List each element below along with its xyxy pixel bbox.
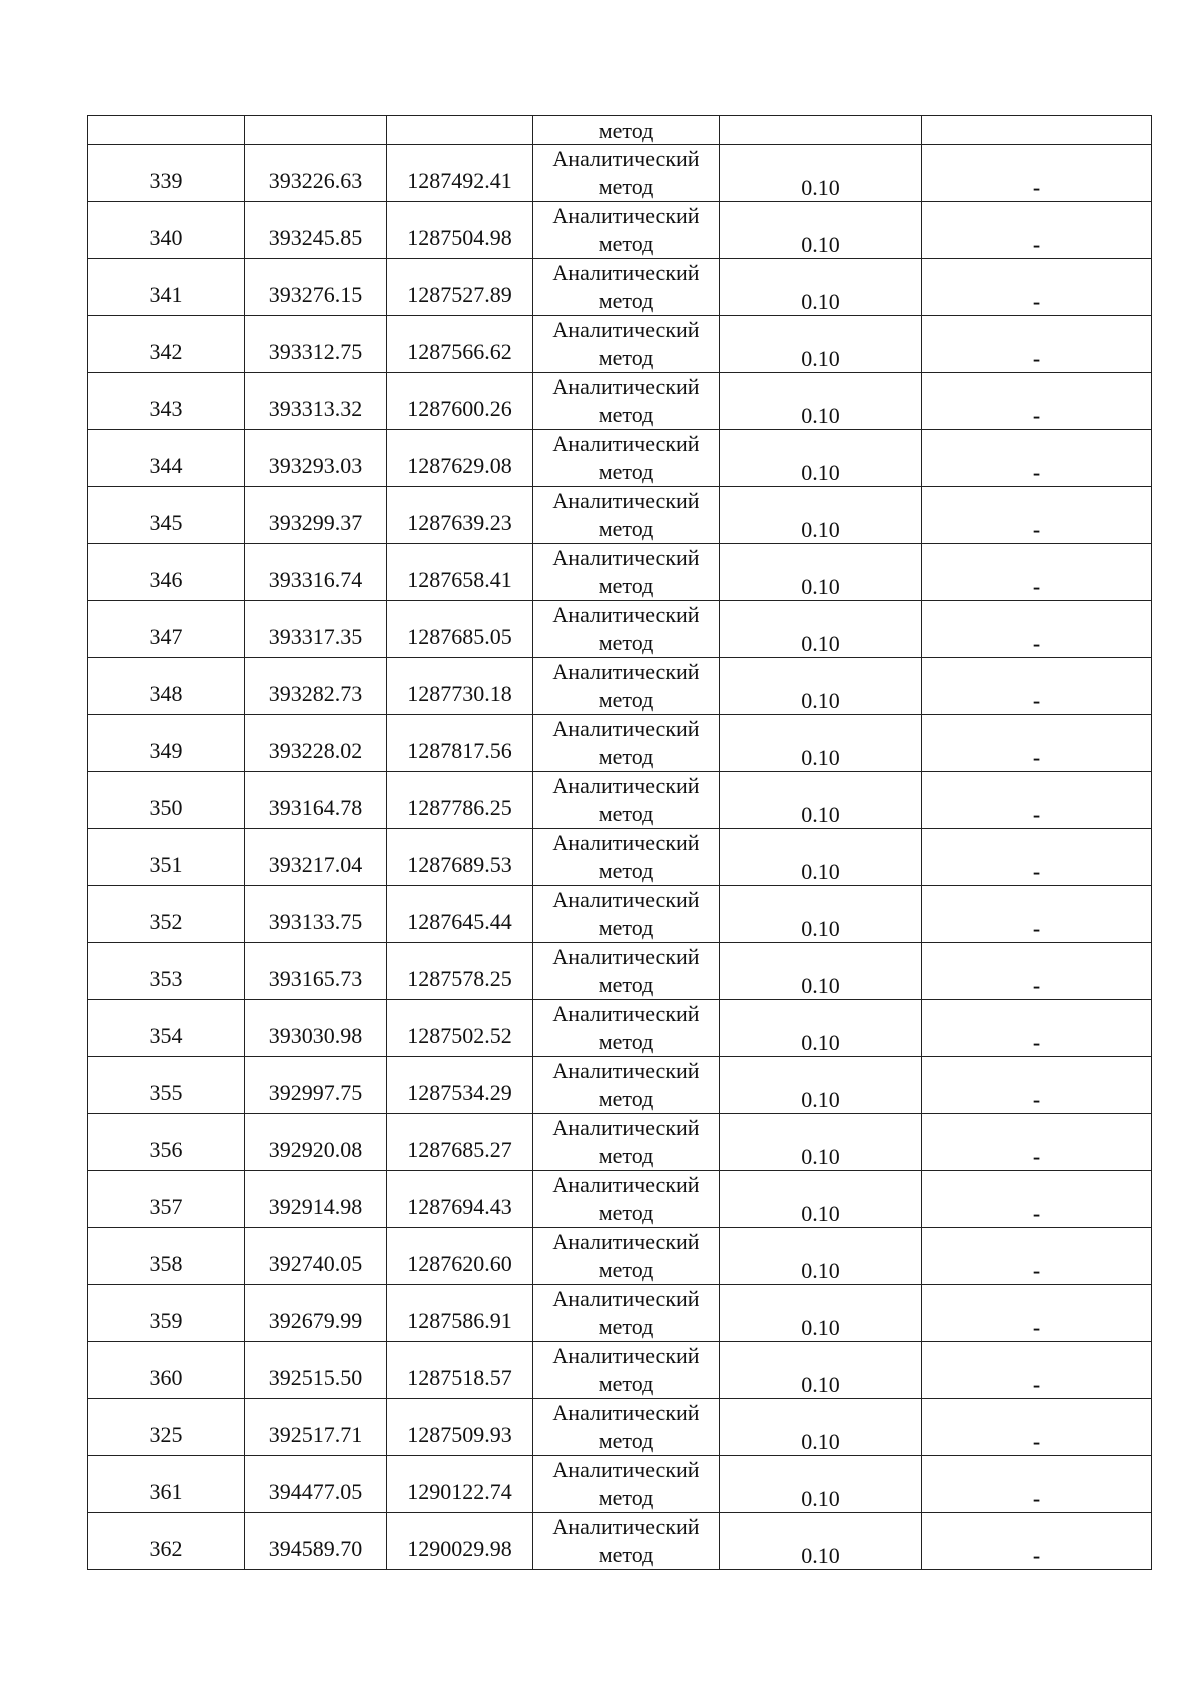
point-number-cell: 354 <box>88 1000 245 1057</box>
accuracy-cell: 0.10 <box>720 1228 922 1285</box>
y-coordinate-cell: 1287730.18 <box>387 658 533 715</box>
y-coordinate-cell: 1287817.56 <box>387 715 533 772</box>
x-coordinate-cell: 393030.98 <box>245 1000 387 1057</box>
x-coordinate-cell: 392914.98 <box>245 1171 387 1228</box>
note-cell: - <box>922 544 1152 601</box>
accuracy-cell: 0.10 <box>720 316 922 373</box>
point-number-cell: 341 <box>88 259 245 316</box>
continuation-y-cell <box>387 116 533 145</box>
x-coordinate-cell: 393165.73 <box>245 943 387 1000</box>
table-row <box>88 886 1152 943</box>
accuracy-cell: 0.10 <box>720 1171 922 1228</box>
method-cell <box>533 145 720 202</box>
method-line-2: метод <box>598 801 654 826</box>
point-number-cell: 342 <box>88 316 245 373</box>
point-number-cell: 344 <box>88 430 245 487</box>
point-number-cell: 345 <box>88 487 245 544</box>
accuracy-cell: 0.10 <box>720 1513 922 1570</box>
point-number-cell: 360 <box>88 1342 245 1399</box>
accuracy-cell: 0.10 <box>720 886 922 943</box>
method-line-1: Аналитический <box>552 1286 700 1311</box>
point-number-cell: 351 <box>88 829 245 886</box>
point-number-cell: 359 <box>88 1285 245 1342</box>
accuracy-cell: 0.10 <box>720 715 922 772</box>
y-coordinate-cell: 1287509.93 <box>387 1399 533 1456</box>
note-cell: - <box>922 1456 1152 1513</box>
note-cell: - <box>922 1114 1152 1171</box>
accuracy-cell: 0.10 <box>720 259 922 316</box>
accuracy-cell: 0.10 <box>720 1000 922 1057</box>
point-number-cell: 346 <box>88 544 245 601</box>
table-row <box>88 1228 1152 1285</box>
method-cell <box>533 658 720 715</box>
method-line-2: метод <box>598 744 654 769</box>
note-cell: - <box>922 715 1152 772</box>
method-cell <box>533 544 720 601</box>
x-coordinate-cell: 393312.75 <box>245 316 387 373</box>
accuracy-cell: 0.10 <box>720 1456 922 1513</box>
method-line-2: метод <box>598 1428 654 1453</box>
y-coordinate-cell: 1287645.44 <box>387 886 533 943</box>
x-coordinate-cell: 392515.50 <box>245 1342 387 1399</box>
point-number-cell: 353 <box>88 943 245 1000</box>
method-line-2: метод <box>598 1029 654 1054</box>
x-coordinate-cell: 393133.75 <box>245 886 387 943</box>
y-coordinate-cell: 1287586.91 <box>387 1285 533 1342</box>
method-line-1: Аналитический <box>552 1058 700 1083</box>
table-row <box>88 373 1152 430</box>
table-row <box>88 145 1152 202</box>
point-number-cell: 350 <box>88 772 245 829</box>
table-row <box>88 1057 1152 1114</box>
method-line-2: метод <box>598 1371 654 1396</box>
table-row <box>88 487 1152 544</box>
table-row <box>88 1171 1152 1228</box>
accuracy-cell: 0.10 <box>720 943 922 1000</box>
x-coordinate-cell: 394589.70 <box>245 1513 387 1570</box>
note-cell: - <box>922 1342 1152 1399</box>
method-cell <box>533 1171 720 1228</box>
y-coordinate-cell: 1290122.74 <box>387 1456 533 1513</box>
continuation-x-cell <box>245 116 387 145</box>
method-line-2: метод <box>598 915 654 940</box>
coordinates-table <box>87 115 1152 1570</box>
method-line-1: Аналитический <box>552 317 700 342</box>
method-cell <box>533 829 720 886</box>
note-cell: - <box>922 943 1152 1000</box>
x-coordinate-cell: 393226.63 <box>245 145 387 202</box>
accuracy-cell: 0.10 <box>720 772 922 829</box>
method-line-1: Аналитический <box>552 1457 700 1482</box>
y-coordinate-cell: 1287639.23 <box>387 487 533 544</box>
method-line-1: Аналитический <box>552 716 700 741</box>
table-row <box>88 658 1152 715</box>
table-row <box>88 943 1152 1000</box>
method-line-2: метод <box>598 345 654 370</box>
method-line-1: Аналитический <box>552 1400 700 1425</box>
table-row <box>88 1000 1152 1057</box>
method-cell <box>533 1114 720 1171</box>
method-line-1: Аналитический <box>552 602 700 627</box>
continuation-note-cell <box>922 116 1152 145</box>
method-line-2: метод <box>598 459 654 484</box>
point-number-cell: 349 <box>88 715 245 772</box>
method-line-2: метод <box>598 573 654 598</box>
y-coordinate-cell: 1287689.53 <box>387 829 533 886</box>
note-cell: - <box>922 487 1152 544</box>
method-line-1: Аналитический <box>552 431 700 456</box>
x-coordinate-cell: 392997.75 <box>245 1057 387 1114</box>
table-row <box>88 1513 1152 1570</box>
table-row <box>88 1285 1152 1342</box>
note-cell: - <box>922 1228 1152 1285</box>
note-cell: - <box>922 601 1152 658</box>
note-cell: - <box>922 1285 1152 1342</box>
table-row <box>88 202 1152 259</box>
method-line-2: метод <box>598 858 654 883</box>
table-row <box>88 601 1152 658</box>
accuracy-cell: 0.10 <box>720 658 922 715</box>
note-cell: - <box>922 1000 1152 1057</box>
x-coordinate-cell: 392740.05 <box>245 1228 387 1285</box>
method-line-2: метод <box>598 288 654 313</box>
y-coordinate-cell: 1287600.26 <box>387 373 533 430</box>
note-cell: - <box>922 658 1152 715</box>
method-line-1: Аналитический <box>552 944 700 969</box>
method-cell <box>533 430 720 487</box>
point-number-cell: 358 <box>88 1228 245 1285</box>
method-cell <box>533 1342 720 1399</box>
method-cell <box>533 1000 720 1057</box>
accuracy-cell: 0.10 <box>720 601 922 658</box>
table-row <box>88 1456 1152 1513</box>
y-coordinate-cell: 1287685.05 <box>387 601 533 658</box>
method-cell <box>533 715 720 772</box>
table-row <box>88 430 1152 487</box>
method-line-2: метод <box>598 231 654 256</box>
y-coordinate-cell: 1287502.52 <box>387 1000 533 1057</box>
note-cell: - <box>922 259 1152 316</box>
method-line-1: Аналитический <box>552 887 700 912</box>
method-line-1: Аналитический <box>552 1172 700 1197</box>
accuracy-cell: 0.10 <box>720 373 922 430</box>
x-coordinate-cell: 393276.15 <box>245 259 387 316</box>
accuracy-cell: 0.10 <box>720 145 922 202</box>
method-line-2: метод <box>598 1143 654 1168</box>
x-coordinate-cell: 392679.99 <box>245 1285 387 1342</box>
method-cell <box>533 943 720 1000</box>
y-coordinate-cell: 1287492.41 <box>387 145 533 202</box>
point-number-cell: 357 <box>88 1171 245 1228</box>
method-line-2: метод <box>598 174 654 199</box>
continuation-num-cell <box>88 116 245 145</box>
y-coordinate-cell: 1290029.98 <box>387 1513 533 1570</box>
note-cell: - <box>922 772 1152 829</box>
x-coordinate-cell: 393299.37 <box>245 487 387 544</box>
method-line-2: метод <box>598 1485 654 1510</box>
point-number-cell: 325 <box>88 1399 245 1456</box>
y-coordinate-cell: 1287694.43 <box>387 1171 533 1228</box>
note-cell: - <box>922 1171 1152 1228</box>
point-number-cell: 340 <box>88 202 245 259</box>
table-row <box>88 316 1152 373</box>
note-cell: - <box>922 373 1152 430</box>
method-line-1: Аналитический <box>552 545 700 570</box>
table-row <box>88 544 1152 601</box>
x-coordinate-cell: 393316.74 <box>245 544 387 601</box>
method-line-2: метод <box>598 1086 654 1111</box>
method-line-1: Аналитический <box>552 1001 700 1026</box>
x-coordinate-cell: 393228.02 <box>245 715 387 772</box>
method-line-1: Аналитический <box>552 374 700 399</box>
note-cell: - <box>922 145 1152 202</box>
accuracy-cell: 0.10 <box>720 430 922 487</box>
method-line-1: Аналитический <box>552 659 700 684</box>
method-line-1: Аналитический <box>552 488 700 513</box>
x-coordinate-cell: 393313.32 <box>245 373 387 430</box>
method-cell <box>533 259 720 316</box>
x-coordinate-cell: 392517.71 <box>245 1399 387 1456</box>
accuracy-cell: 0.10 <box>720 1114 922 1171</box>
method-cell <box>533 772 720 829</box>
note-cell: - <box>922 1399 1152 1456</box>
point-number-cell: 352 <box>88 886 245 943</box>
table-row <box>88 1399 1152 1456</box>
y-coordinate-cell: 1287578.25 <box>387 943 533 1000</box>
y-coordinate-cell: 1287620.60 <box>387 1228 533 1285</box>
method-cell <box>533 1513 720 1570</box>
point-number-cell: 347 <box>88 601 245 658</box>
y-coordinate-cell: 1287658.41 <box>387 544 533 601</box>
x-coordinate-cell: 393245.85 <box>245 202 387 259</box>
accuracy-cell: 0.10 <box>720 487 922 544</box>
y-coordinate-cell: 1287685.27 <box>387 1114 533 1171</box>
x-coordinate-cell: 394477.05 <box>245 1456 387 1513</box>
method-cell <box>533 1057 720 1114</box>
table-row <box>88 715 1152 772</box>
method-line-2: метод <box>598 1257 654 1282</box>
note-cell: - <box>922 1513 1152 1570</box>
accuracy-cell: 0.10 <box>720 1399 922 1456</box>
method-cell <box>533 1228 720 1285</box>
note-cell: - <box>922 430 1152 487</box>
table-body <box>88 116 1152 1570</box>
point-number-cell: 361 <box>88 1456 245 1513</box>
continuation-row <box>88 116 1152 145</box>
method-cell <box>533 373 720 430</box>
method-line-2: метод <box>598 1314 654 1339</box>
x-coordinate-cell: 393164.78 <box>245 772 387 829</box>
x-coordinate-cell: 393217.04 <box>245 829 387 886</box>
note-cell: - <box>922 202 1152 259</box>
point-number-cell: 362 <box>88 1513 245 1570</box>
accuracy-cell: 0.10 <box>720 544 922 601</box>
table-row <box>88 1342 1152 1399</box>
method-cell <box>533 601 720 658</box>
x-coordinate-cell: 392920.08 <box>245 1114 387 1171</box>
y-coordinate-cell: 1287566.62 <box>387 316 533 373</box>
point-number-cell: 356 <box>88 1114 245 1171</box>
method-line-1: Аналитический <box>552 1514 700 1539</box>
method-line-2: метод <box>598 516 654 541</box>
table-row <box>88 772 1152 829</box>
table-row <box>88 259 1152 316</box>
method-cell <box>533 1399 720 1456</box>
point-number-cell: 343 <box>88 373 245 430</box>
method-cell <box>533 1456 720 1513</box>
method-line-2: метод <box>598 972 654 997</box>
method-line-1: Аналитический <box>552 260 700 285</box>
accuracy-cell: 0.10 <box>720 1285 922 1342</box>
continuation-accuracy-cell <box>720 116 922 145</box>
method-line-1: Аналитический <box>552 830 700 855</box>
note-cell: - <box>922 886 1152 943</box>
method-cell <box>533 886 720 943</box>
accuracy-cell: 0.10 <box>720 1057 922 1114</box>
y-coordinate-cell: 1287534.29 <box>387 1057 533 1114</box>
point-number-cell: 339 <box>88 145 245 202</box>
accuracy-cell: 0.10 <box>720 829 922 886</box>
y-coordinate-cell: 1287504.98 <box>387 202 533 259</box>
method-line-2: метод <box>598 1542 654 1567</box>
y-coordinate-cell: 1287527.89 <box>387 259 533 316</box>
method-line-1: Аналитический <box>552 146 700 171</box>
table-row <box>88 1114 1152 1171</box>
method-cell <box>533 202 720 259</box>
note-cell: - <box>922 316 1152 373</box>
point-number-cell: 355 <box>88 1057 245 1114</box>
method-line-1: Аналитический <box>552 203 700 228</box>
method-line-1: Аналитический <box>552 1229 700 1254</box>
method-cell <box>533 487 720 544</box>
x-coordinate-cell: 393317.35 <box>245 601 387 658</box>
x-coordinate-cell: 393293.03 <box>245 430 387 487</box>
table-row <box>88 829 1152 886</box>
method-cell <box>533 316 720 373</box>
y-coordinate-cell: 1287629.08 <box>387 430 533 487</box>
method-line-1: Аналитический <box>552 1343 700 1368</box>
x-coordinate-cell: 393282.73 <box>245 658 387 715</box>
continuation-method-cell: метод <box>533 116 720 145</box>
note-cell: - <box>922 1057 1152 1114</box>
method-line-2: метод <box>598 630 654 655</box>
method-cell <box>533 1285 720 1342</box>
point-number-cell: 348 <box>88 658 245 715</box>
method-line-2: метод <box>598 687 654 712</box>
y-coordinate-cell: 1287786.25 <box>387 772 533 829</box>
method-line-2: метод <box>598 1200 654 1225</box>
y-coordinate-cell: 1287518.57 <box>387 1342 533 1399</box>
note-cell: - <box>922 829 1152 886</box>
method-line-1: Аналитический <box>552 773 700 798</box>
method-line-2: метод <box>598 402 654 427</box>
accuracy-cell: 0.10 <box>720 202 922 259</box>
accuracy-cell: 0.10 <box>720 1342 922 1399</box>
method-line-1: Аналитический <box>552 1115 700 1140</box>
